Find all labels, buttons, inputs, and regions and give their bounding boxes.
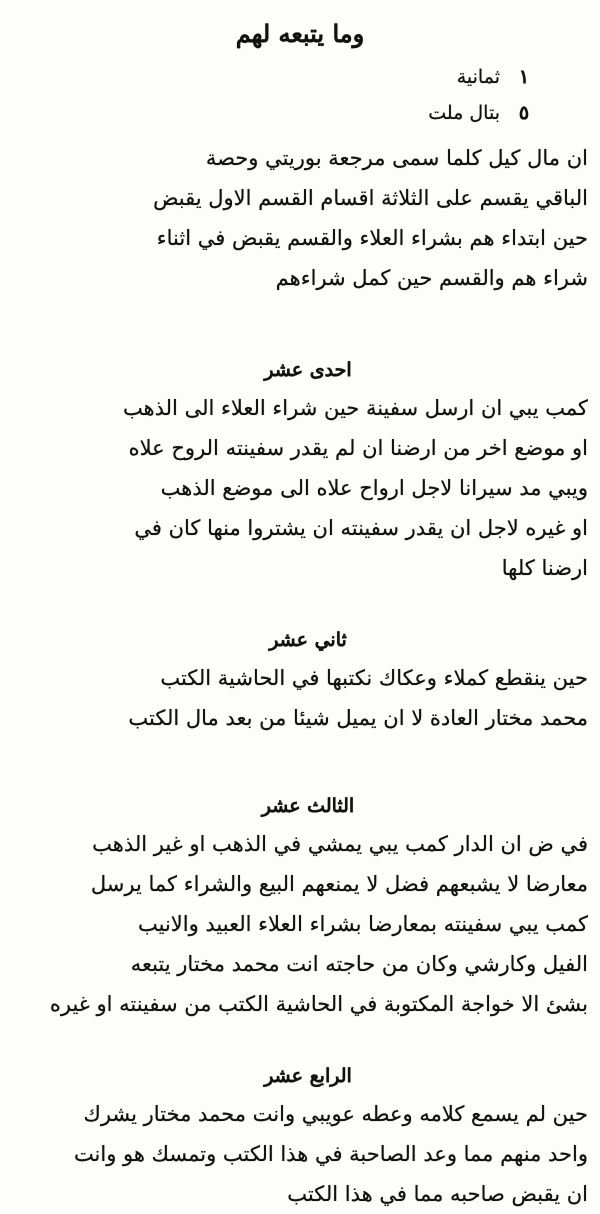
section-heading: ثاني عشر [269, 629, 347, 651]
section-twelfth [28, 622, 588, 738]
text-line: كمب يبي ان ارسل سفينة حين شراء العلاء الى الذهب [122, 396, 588, 420]
text-line: حين ابتداء هم بشراء العلاء والقسم يقبض في اثناء [156, 226, 588, 250]
text-line: ان يقبض صاحبه مما في هذا الكتب [287, 1182, 588, 1206]
list-item-number: ١ [518, 66, 530, 88]
list-item-label: ثمانية [456, 66, 500, 88]
text-line: ويبي مد سيرانا لاجل ارواح علاه الى موضع الذهب [160, 476, 588, 500]
text-line: او غيره لاجل ان يقدر سفينته ان يشتروا منها كان في [134, 516, 588, 540]
page-title: وما يتبعه لهم [235, 19, 365, 48]
text-line: كمب يبي سفينته بمعارضا بشراء العلاء العبيد والانيب [137, 912, 588, 936]
text-line: واحد منهم مما وعد الصاحبة في هذا الكتب وتمسك هو وانت [73, 1142, 588, 1166]
list-item [428, 102, 540, 138]
section-thirteenth [28, 788, 588, 1024]
list-item [428, 66, 540, 102]
section-heading: الرابع عشر [264, 1065, 352, 1087]
text-line: حين ينقطع كملاء وعكاك نكتبها في الحاشية الكتب [160, 666, 588, 690]
text-line: في ض ان الدار كمب يبي يمشي في الذهب او غير الذهب [92, 832, 588, 856]
text-line: بشئ الا خواجة المكتوبة في الحاشية الكتب من سفينته او غيره [49, 992, 588, 1016]
list-item-number: ٥ [518, 102, 530, 124]
text-line: حين لم يسمع كلامه وعطه عويبي وانت محمد مختار يشرك [83, 1102, 588, 1126]
section-fourteenth [28, 1058, 588, 1214]
list-item-label: بتال ملت [428, 102, 500, 124]
text-line: معارضا لا يشبعهم فضل لا يمنعهم البيع والشراء كما يرسل [90, 872, 588, 896]
text-line: ارضنا كلها [501, 556, 588, 580]
section-heading: الثالث عشر [261, 795, 355, 817]
text-line: الباقي يقسم على الثلاثة اقسام القسم الاول يقبض [153, 186, 588, 210]
text-line: او موضع اخر من ارضنا ان لم يقدر سفينته الروح علاه [128, 436, 588, 460]
text-line: ان مال كيل كلما سمى مرجعة بوريتي وحصة [205, 146, 588, 170]
paragraph-intro [28, 138, 588, 298]
text-line: محمد مختار العادة لا ان يميل شيئا من بعد مال الكتب [128, 706, 588, 730]
section-eleventh [28, 352, 588, 588]
numbered-list [428, 66, 540, 138]
text-line: الفيل وكارشي وكان من حاجته انت محمد مختار يتبعه [130, 952, 588, 976]
text-line: شراء هم والقسم حين كمل شراءهم [275, 266, 588, 290]
section-heading: احدى عشر [264, 359, 352, 381]
